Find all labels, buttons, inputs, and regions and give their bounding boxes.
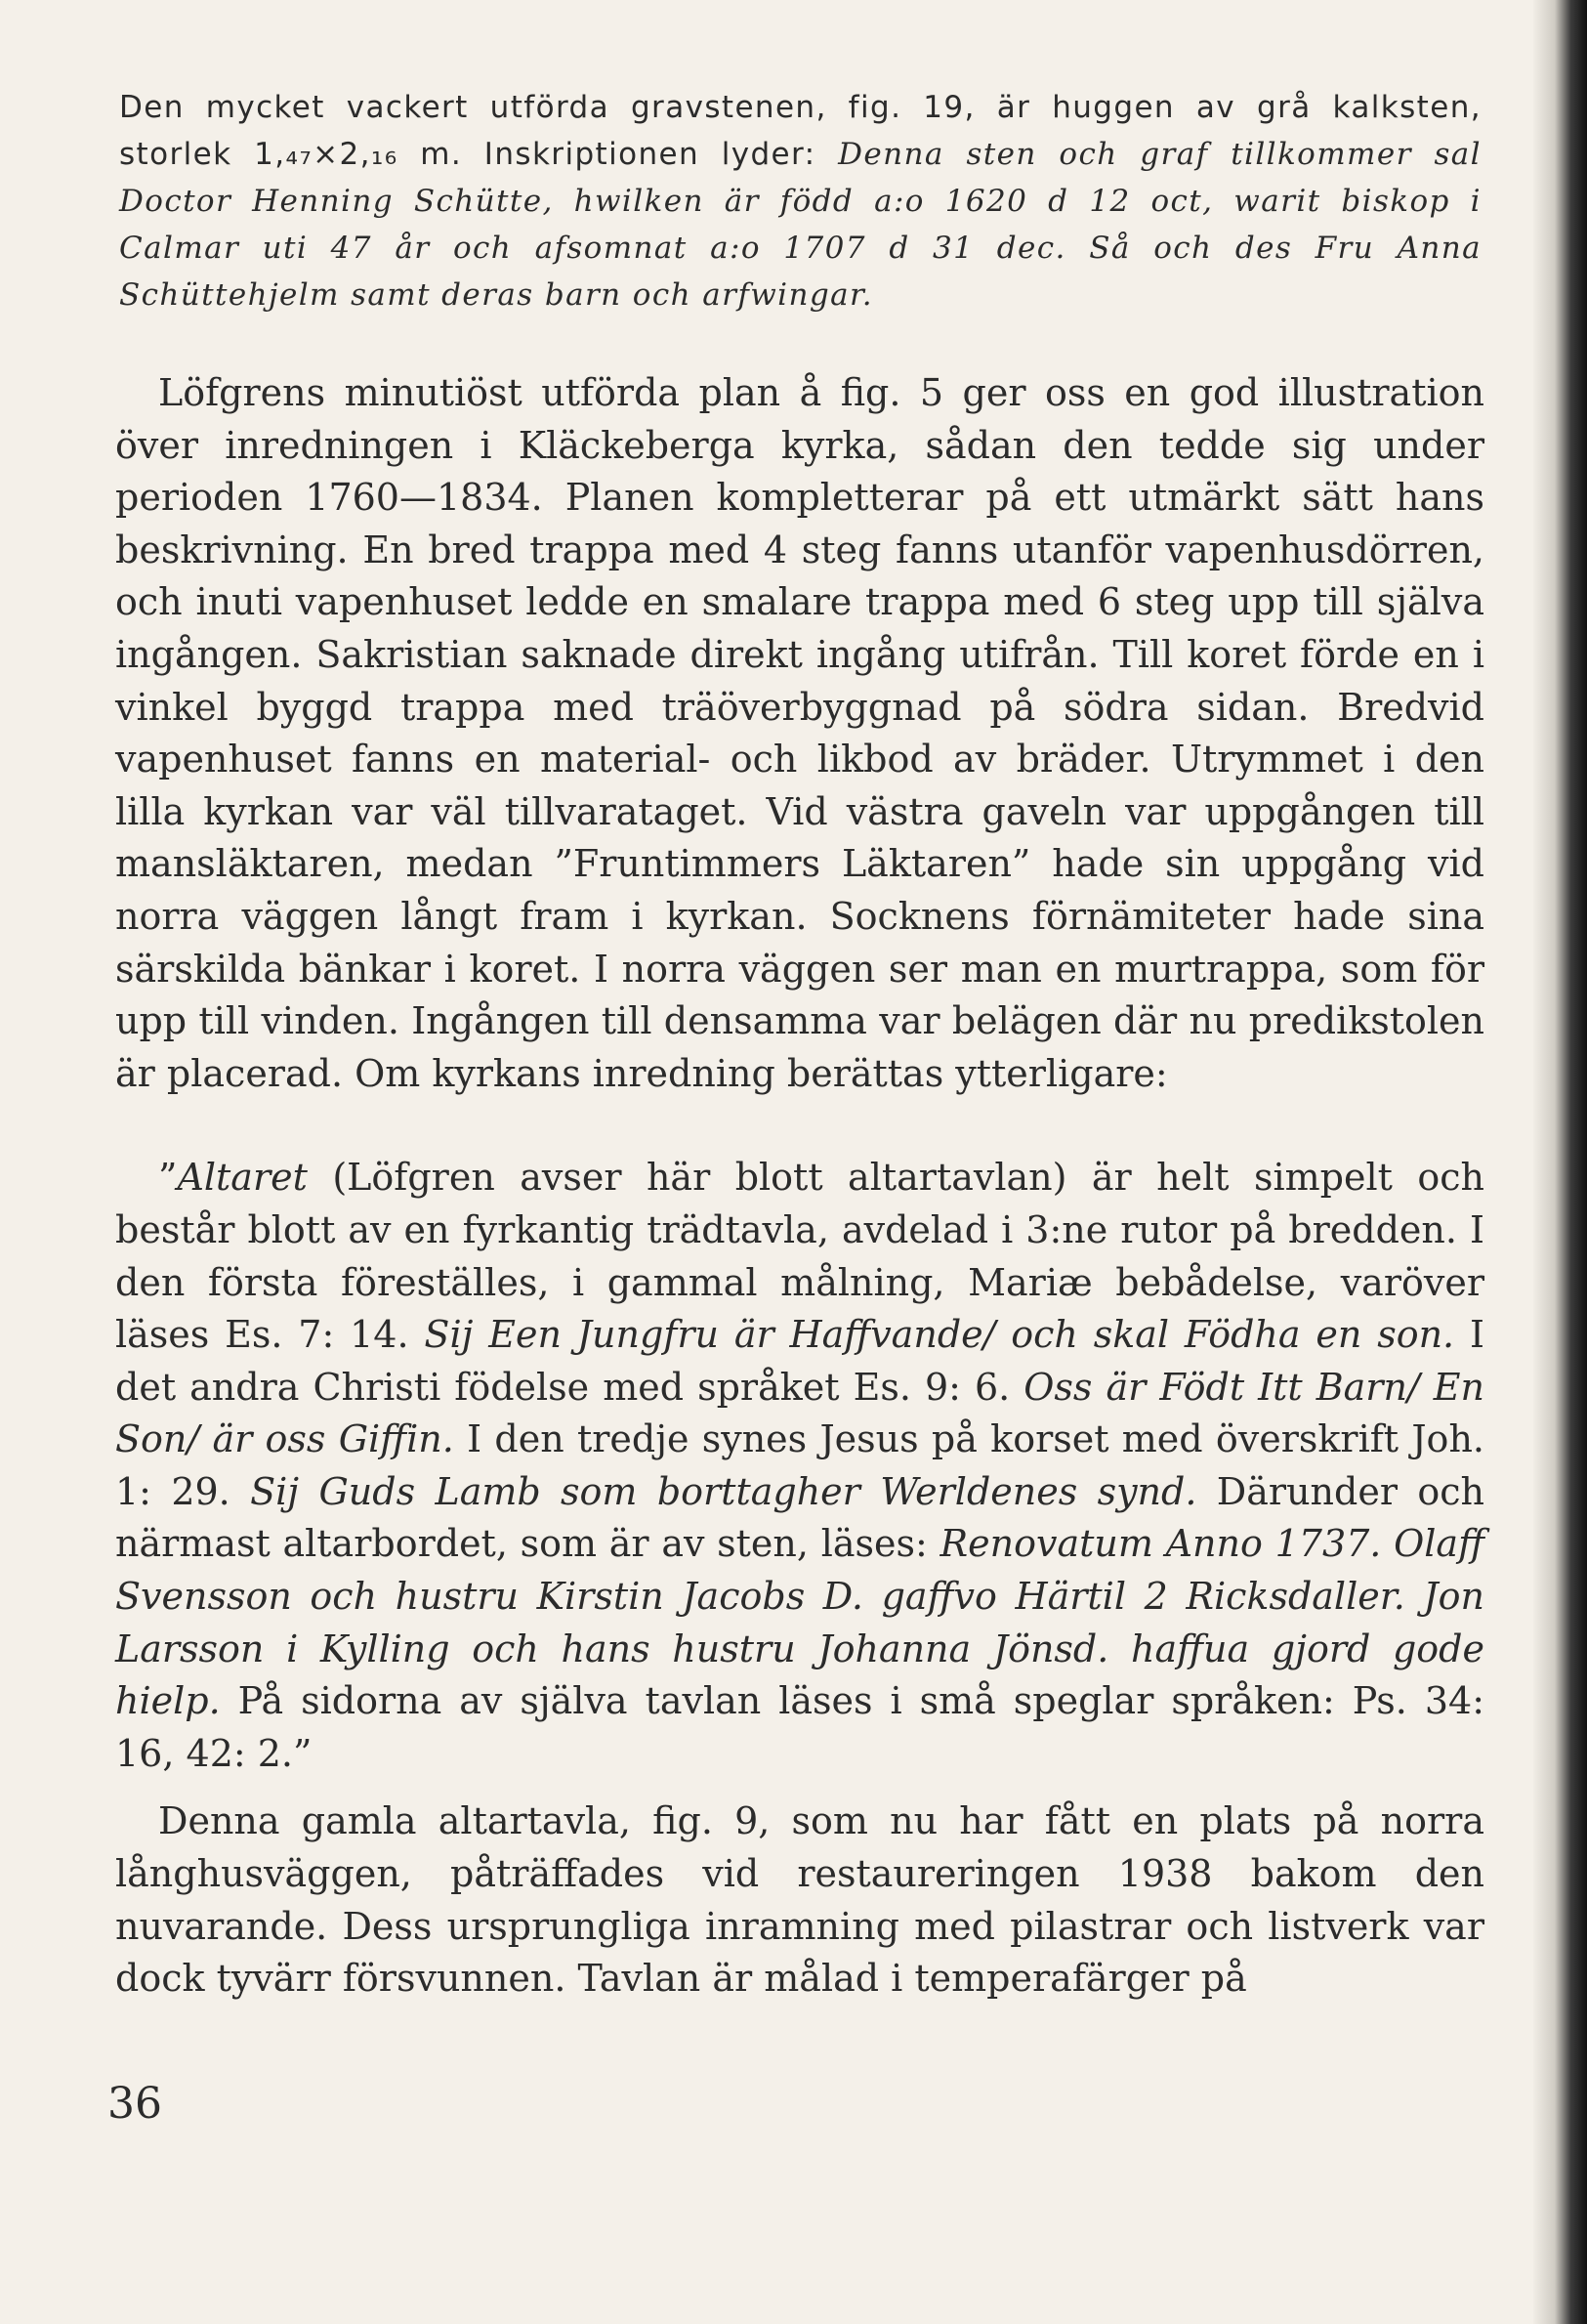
quote-text-4: Därunder och närmast altarbordet, som är av sten, läses: <box>115 1469 1484 1566</box>
quote-scripture-3: Sij Guds Lamb som borttagher Werldenes synd. <box>250 1469 1197 1513</box>
body-text <box>115 367 1484 2006</box>
quote-scripture-2: Oss är Födt Itt Barn/ En Son/ är oss Giffin. <box>115 1365 1485 1461</box>
page-number: 36 <box>107 2079 162 2129</box>
paragraph-altartavla: Denna gamla altartavla, fig. 9, som nu har fått en plats på norra långhusväggen, påträffades vid restaureringen 1938 bakom den nuvarande. Dess ursprungliga inramning med pilastrar och listverk var dock tyvärr försvunnen. Tavlan är målad i temperafärger på <box>115 1799 1484 2001</box>
quote-open: ” <box>158 1156 178 1200</box>
quote-scripture-1: Sij Een Jungfru är Haffvande/ och skal Födha en son. <box>424 1313 1455 1357</box>
quote-text-1: (Löfgren avser här blott altartavlan) är helt simpelt och består blott av en fyrkantig trädtavla, avdelad i 3:ne rutor på bredden. I den första föreställes, i gammal målning, Mariæ bebådelse, varöver läses Es. 7: 14. <box>115 1156 1484 1357</box>
quote-altaret: Altaret <box>177 1156 308 1200</box>
paragraph-quote <box>115 1152 1484 1780</box>
book-spine-shadow <box>1533 0 1587 2324</box>
caption-inscription: Denna sten och graf tillkommer sal Doctor Henning Schütte, hwilken är född a:o 1620 d 12 oct, warit biskop i Calmar uti 47 år och afsomnat a:o 1707 d 31 dec. Så och des Fru Anna Schüttehjelm samt deras barn och arfwingar. <box>119 137 1482 313</box>
paragraph-plan: Löfgrens minutiöst utförda plan å fig. 5 ger oss en god illustration över inredningen i Kläckeberga kyrka, sådan den tedde sig under perioden 1760—1834. Planen kompletterar på ett utmärkt sätt hans beskrivning. En bred trappa med 4 steg fanns utanför vapenhusdörren, och inuti vapenhuset ledde en smalare trappa med 6 steg upp till själva ingången. Sakristian saknade direkt ingång utifrån. Till koret förde en i vinkel byggd trappa med träöverbyggnad på södra sidan. Bredvid vapenhuset fanns en material- och likbod av bräder. Utrymmet i den lilla kyrkan var väl tillvarataget. Vid västra gaveln var uppgången till mansläktaren, medan ”Fruntimmers Läktaren” hade sin uppgång vid norra väggen långt fram i kyrkan. Socknens förnämiteter hade sina särskilda bänkar i koret. I norra väggen ser man en murtrappa, som för upp till vinden. Ingången till densamma var belägen där nu predikstolen är placerad. Om kyrkans inredning berättas ytterligare: <box>115 371 1484 1095</box>
quote-renovatum: Renovatum Anno 1737. Olaff Svensson och hustru Kirstin Jacobs D. gaffvo Härtil 2 Ricksdaller. Jon Larsson i Kylling och hans hustru Johanna Jönsd. haffua gjord gode hielp. <box>115 1522 1484 1723</box>
quote-text-5: På sidorna av själva tavlan läses i små speglar språken: Ps. 34: 16, 42: 2.” <box>115 1679 1484 1775</box>
quote-text-3: I den tredje synes Jesus på korset med överskrift Joh. 1: 29. <box>115 1417 1484 1513</box>
figure-caption <box>119 84 1482 318</box>
quote-text-2: I det andra Christi födelse med språket Es. 9: 6. <box>115 1313 1484 1409</box>
caption-lead: Den mycket vackert utförda gravstenen, fig. 19, är huggen av grå kalksten, storlek 1,₄₇×2,₁₆ m. Inskriptionen lyder: <box>119 90 1482 172</box>
